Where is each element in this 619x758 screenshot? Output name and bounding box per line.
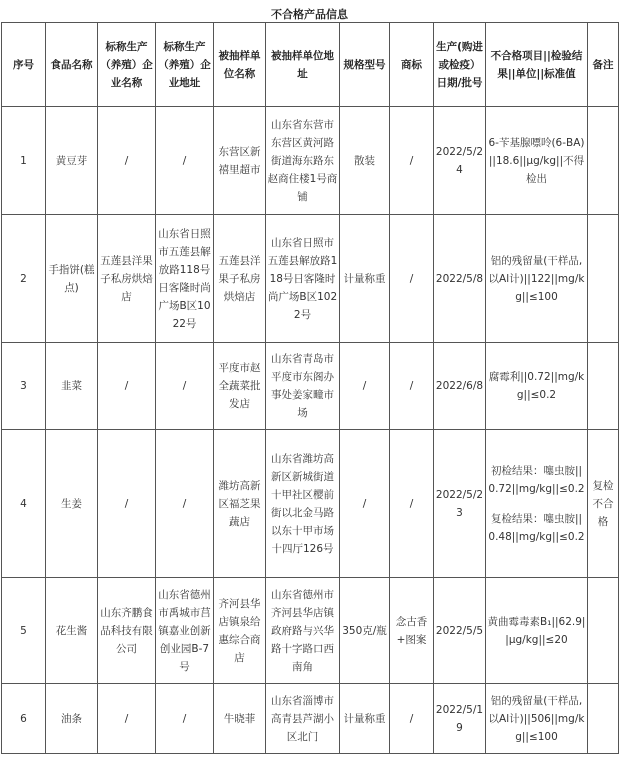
sampled-address: 山东省淄博市高青县芦湖小区北门 xyxy=(266,684,340,754)
header-row xyxy=(2,23,619,107)
row-number: 3 xyxy=(2,343,46,430)
food-name: 生姜 xyxy=(46,430,98,578)
date: 2022/5/8 xyxy=(434,215,486,343)
unqualified-products-table xyxy=(1,22,619,754)
sampled-address: 山东省日照市五莲县解放路118号日客隆时尚广场B区1022号 xyxy=(266,215,340,343)
producer-address: 山东省德州市禹城市莒镇嘉业创新创业园B-7号 xyxy=(156,578,214,684)
sampled-address: 山东省德州市齐河县华店镇政府路与兴华路十字路口西南角 xyxy=(266,578,340,684)
producer-address: / xyxy=(156,684,214,754)
producer-address: 山东省日照市五莲县解放路118号日客隆时尚广场B区1022号 xyxy=(156,215,214,343)
spec: 计量称重 xyxy=(340,215,390,343)
header-cell: 标称生产（养殖）企业地址 xyxy=(156,23,214,107)
brand: / xyxy=(390,343,434,430)
table-row xyxy=(2,578,619,684)
header-cell: 食品名称 xyxy=(46,23,98,107)
row-number: 4 xyxy=(2,430,46,578)
retest-result: 复检结果：噻虫胺||0.48||mg/kg||≤0.2 xyxy=(488,512,585,543)
remark xyxy=(588,343,619,430)
test-result xyxy=(486,430,588,578)
brand: / xyxy=(390,684,434,754)
sampled-unit: 平度市赵全蔬菜批发店 xyxy=(214,343,266,430)
remark xyxy=(588,684,619,754)
sampled-unit: 东营区新禧里超市 xyxy=(214,107,266,215)
remark xyxy=(588,107,619,215)
header-cell: 规格型号 xyxy=(340,23,390,107)
sampled-address: 山东省东营市东营区黄河路街道海东路东赵商住楼1号商铺 xyxy=(266,107,340,215)
test-result: 黄曲霉毒素B₁||62.9||μg/kg||≤20 xyxy=(486,578,588,684)
brand: / xyxy=(390,430,434,578)
producer-name: / xyxy=(98,107,156,215)
table-row xyxy=(2,430,619,578)
table-row xyxy=(2,343,619,430)
header-cell: 备注 xyxy=(588,23,619,107)
remark xyxy=(588,215,619,343)
sampled-address: 山东省青岛市平度市东阁办事处姜家疃市场 xyxy=(266,343,340,430)
date: 2022/6/8 xyxy=(434,343,486,430)
spec: / xyxy=(340,430,390,578)
row-number: 1 xyxy=(2,107,46,215)
row-number: 2 xyxy=(2,215,46,343)
table-row xyxy=(2,107,619,215)
food-name: 韭菜 xyxy=(46,343,98,430)
producer-address: / xyxy=(156,343,214,430)
sampled-unit: 牛晓菲 xyxy=(214,684,266,754)
header-cell: 标称生产（养殖）企业名称 xyxy=(98,23,156,107)
spec: / xyxy=(340,343,390,430)
header-cell: 不合格项目||检验结果||单位||标准值 xyxy=(486,23,588,107)
producer-address: / xyxy=(156,430,214,578)
producer-address: / xyxy=(156,107,214,215)
table-row xyxy=(2,215,619,343)
sampled-unit: 齐河县华店镇泉给惠综合商店 xyxy=(214,578,266,684)
spec: 350克/瓶 xyxy=(340,578,390,684)
header-cell: 被抽样单位地址 xyxy=(266,23,340,107)
producer-name: 五莲县洋果子私房烘焙店 xyxy=(98,215,156,343)
food-name: 花生酱 xyxy=(46,578,98,684)
test-result: 铝的残留量(干样品,以Al计)||506||mg/kg||≤100 xyxy=(486,684,588,754)
table-title: 不合格产品信息 xyxy=(271,8,348,21)
date: 2022/5/23 xyxy=(434,430,486,578)
header-cell: 被抽样单位名称 xyxy=(214,23,266,107)
header-cell: 商标 xyxy=(390,23,434,107)
row-number: 6 xyxy=(2,684,46,754)
brand: / xyxy=(390,215,434,343)
test-result: 铝的残留量(干样品,以Al计)||122||mg/kg||≤100 xyxy=(486,215,588,343)
remark xyxy=(588,578,619,684)
spec: 散装 xyxy=(340,107,390,215)
sampled-unit: 潍坊高新区福芝果蔬店 xyxy=(214,430,266,578)
spec: 计量称重 xyxy=(340,684,390,754)
food-name: 手指饼(糕点) xyxy=(46,215,98,343)
date: 2022/5/24 xyxy=(434,107,486,215)
date: 2022/5/5 xyxy=(434,578,486,684)
initial-test-result: 初检结果：噻虫胺||0.72||mg/kg||≤0.2 xyxy=(488,464,585,495)
header-cell: 生产(购进或检疫）日期/批号 xyxy=(434,23,486,107)
brand: / xyxy=(390,107,434,215)
food-name: 油条 xyxy=(46,684,98,754)
food-name: 黄豆芽 xyxy=(46,107,98,215)
producer-name: / xyxy=(98,343,156,430)
producer-name: 山东齐鹏食品科技有限公司 xyxy=(98,578,156,684)
row-number: 5 xyxy=(2,578,46,684)
date: 2022/5/19 xyxy=(434,684,486,754)
producer-name: / xyxy=(98,684,156,754)
brand: 念古香+图案 xyxy=(390,578,434,684)
producer-name: / xyxy=(98,430,156,578)
test-result: 腐霉利||0.72||mg/kg||≤0.2 xyxy=(486,343,588,430)
remark: 复检不合格 xyxy=(588,430,619,578)
sampled-unit: 五莲县洋果子私房烘焙店 xyxy=(214,215,266,343)
test-result: 6-苄基腺嘌呤(6-BA)||18.6||μg/kg||不得检出 xyxy=(486,107,588,215)
sampled-address: 山东省潍坊高新区新城街道十甲社区樱前街以北金马路以东十甲市场十四厅126号 xyxy=(266,430,340,578)
table-row xyxy=(2,684,619,754)
header-cell: 序号 xyxy=(2,23,46,107)
